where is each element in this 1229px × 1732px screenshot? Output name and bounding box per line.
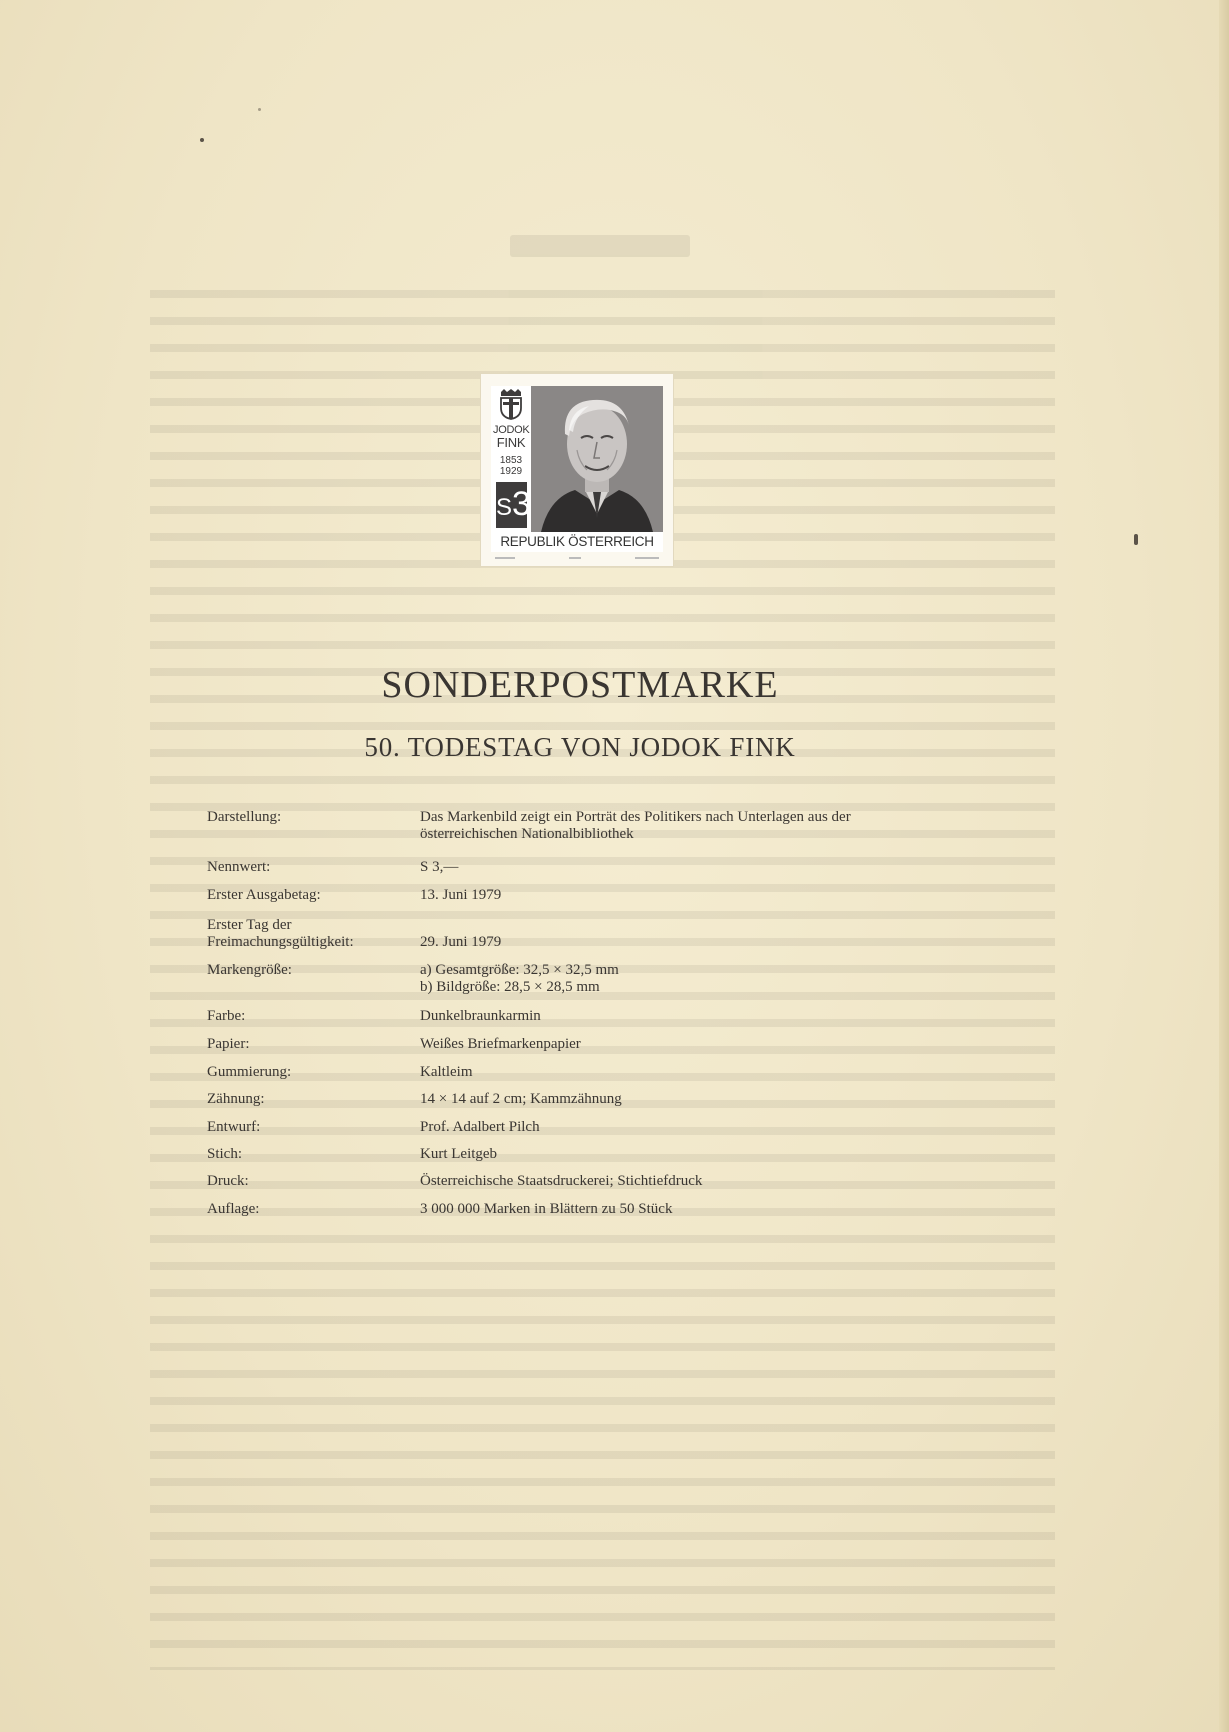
stamp-imprint-line (491, 554, 663, 562)
detail-value: Dunkelbraunkarmin (420, 1008, 541, 1024)
stamp-year-birth: 1853 (499, 455, 523, 466)
detail-value-line: a) Gesamtgröße: 32,5 × 32,5 mm (420, 962, 619, 978)
page-title: SONDERPOSTMARKE (381, 664, 779, 706)
detail-value-line: b) Bildgröße: 28,5 × 28,5 mm (420, 979, 600, 995)
ghost-title (510, 235, 690, 257)
detail-label: Papier: (207, 1036, 250, 1052)
stamp-sidebar (493, 386, 529, 532)
stamp-proof (481, 374, 673, 566)
detail-label-line: Erster Tag der (207, 917, 292, 933)
detail-label: Gummierung: (207, 1064, 292, 1080)
detail-value: 14 × 14 auf 2 cm; Kammzähnung (420, 1091, 622, 1107)
detail-value-line: österreichischen Nationalbibliothek (420, 826, 634, 842)
stamp-image-area (491, 386, 663, 532)
detail-label: Stich: (207, 1146, 243, 1162)
detail-label: Auflage: (207, 1201, 260, 1217)
detail-value: 3 000 000 Marken in Blättern zu 50 Stück (420, 1201, 673, 1217)
paper-speck (200, 138, 204, 142)
stamp-denomination (496, 482, 531, 528)
detail-value: Weißes Briefmarkenpapier (420, 1036, 581, 1052)
detail-value: Kaltleim (420, 1064, 473, 1080)
stamp-name-first: JODOK (493, 424, 530, 436)
detail-value: Prof. Adalbert Pilch (420, 1119, 540, 1135)
detail-value: S 3,— (420, 859, 459, 875)
detail-label: Markengröße: (207, 962, 292, 978)
stamp-name-last: FINK (496, 435, 526, 450)
paper-speck (258, 108, 261, 111)
detail-label: Druck: (207, 1173, 249, 1189)
detail-label: Farbe: (207, 1008, 246, 1024)
detail-value: 29. Juni 1979 (420, 934, 502, 950)
paper-speck (1134, 534, 1138, 545)
detail-value (420, 962, 980, 996)
detail-value (420, 809, 980, 843)
detail-label: Darstellung: (207, 809, 282, 825)
detail-label-line: Freimachungsgültigkeit: (207, 934, 354, 950)
sheet-edge (1219, 0, 1229, 1732)
detail-label (207, 917, 397, 951)
detail-label: Zähnung: (207, 1091, 265, 1107)
stamp-years (493, 455, 529, 477)
detail-value: Kurt Leitgeb (420, 1146, 498, 1162)
detail-value-line: Das Markenbild zeigt ein Porträt des Politikers nach Unterlagen aus der (420, 809, 851, 825)
stamp-country: REPUBLIK ÖSTERREICH (491, 532, 663, 552)
detail-value: Österreichische Staatsdruckerei; Stichtiefdruck (420, 1173, 703, 1189)
detail-label: Nennwert: (207, 859, 271, 875)
detail-value: 13. Juni 1979 (420, 887, 502, 903)
page-subtitle: 50. TODESTAG VON JODOK FINK (364, 732, 796, 762)
portrait-image (531, 386, 663, 532)
stamp-value-number: 3 (512, 485, 531, 523)
detail-label: Entwurf: (207, 1119, 261, 1135)
coat-of-arms-icon (498, 388, 524, 420)
stamp-year-death: 1929 (499, 466, 523, 477)
detail-label: Erster Ausgabetag: (207, 887, 321, 903)
stamp-currency: S (496, 494, 513, 521)
